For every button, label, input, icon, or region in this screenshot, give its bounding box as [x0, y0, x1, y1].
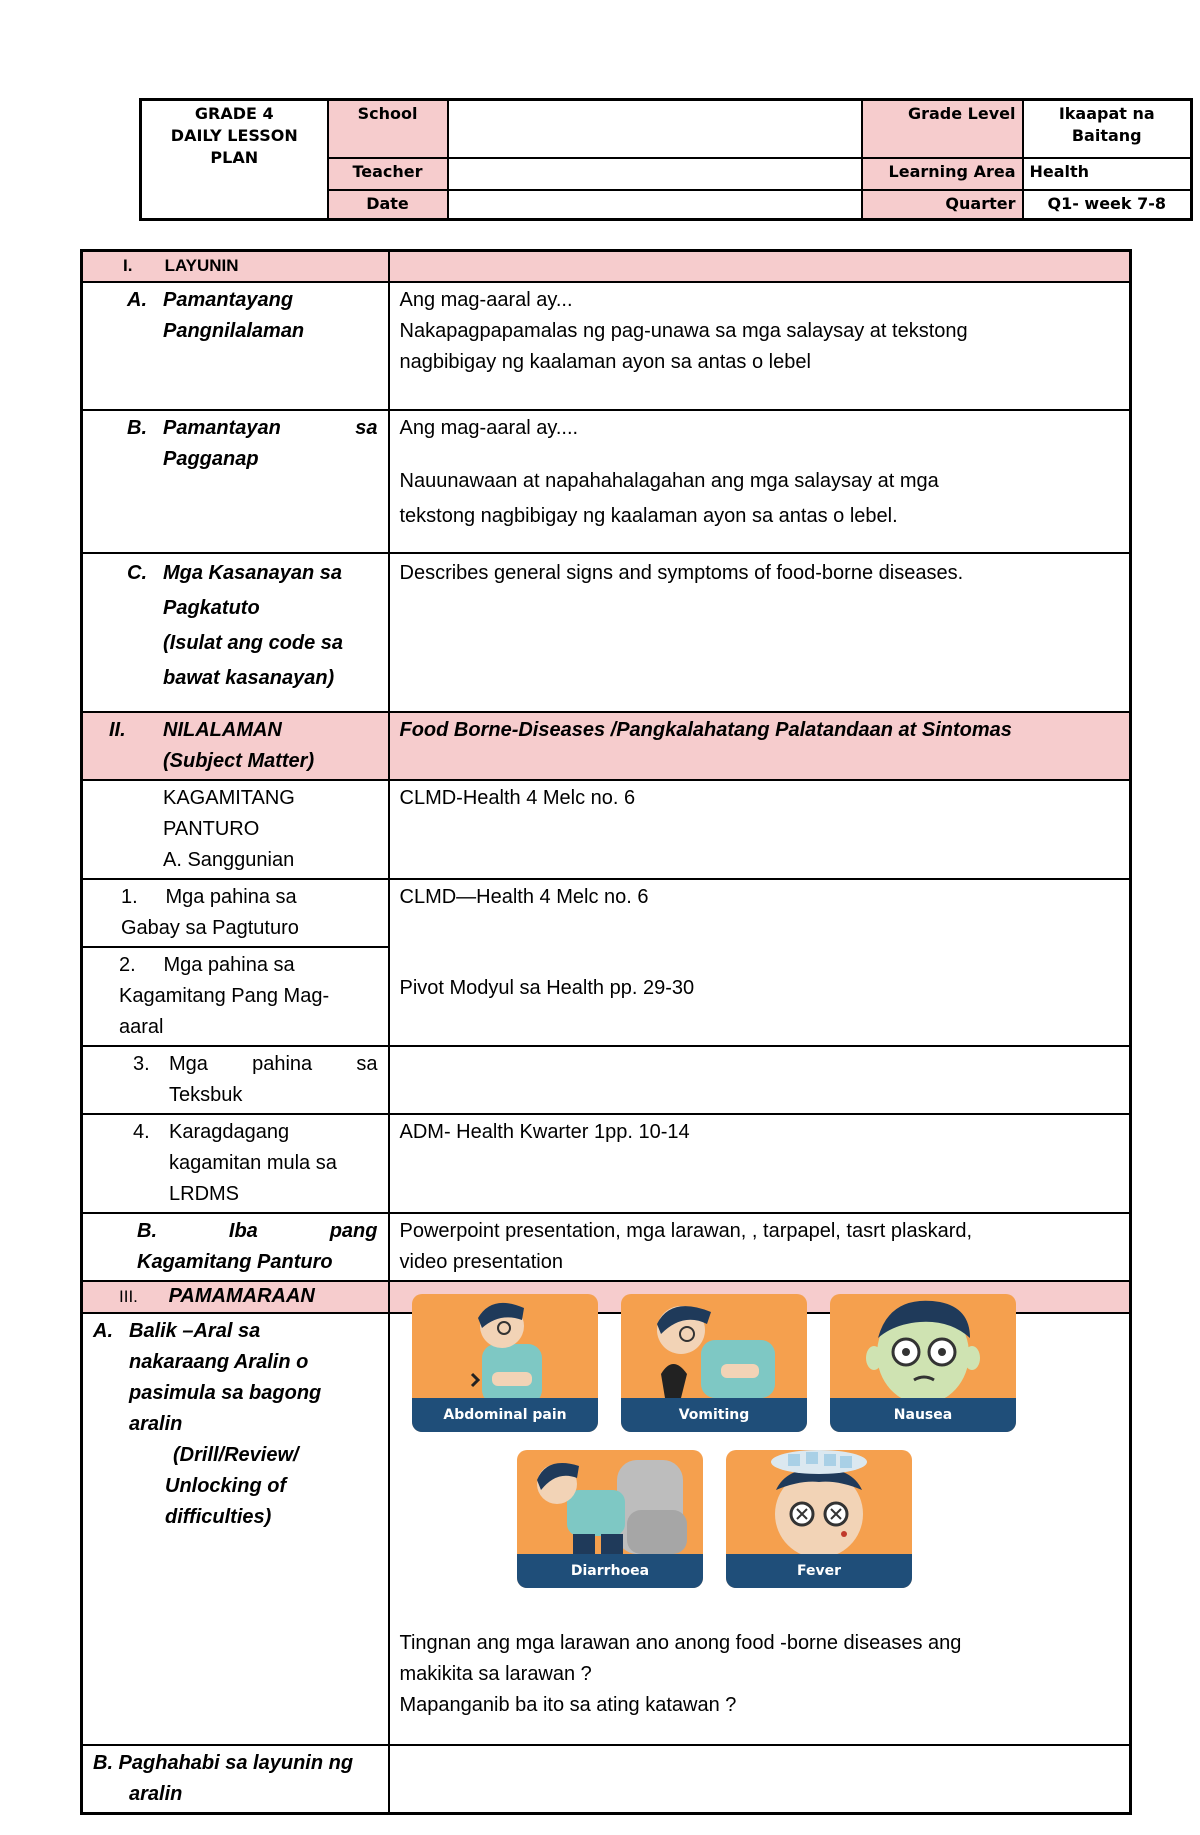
section-title: PAMAMARAAN — [168, 1284, 315, 1307]
label-word: Iba — [228, 1219, 258, 1242]
item-letter: A. — [93, 1319, 113, 1342]
content-line: Nauunawaan at napahahalagahan ang mga salaysay at mga — [399, 469, 939, 492]
label-line: A. Sanggunian — [163, 848, 295, 871]
diarrhoea-caption: Diarrhoea — [517, 1554, 703, 1588]
label-word: sa — [356, 1052, 378, 1075]
iba-pang-kagamitan-content — [389, 1213, 1131, 1281]
layunin-content — [389, 251, 1131, 282]
content-line: tekstong nagbibigay ng kaalaman ayon sa antas o lebel. — [399, 504, 898, 527]
karagdagang-kagamitan-label — [82, 1114, 389, 1213]
label-line: Pagganap — [163, 447, 259, 470]
question-line: makikita sa larawan ? — [399, 1662, 592, 1685]
grade-level-value — [1023, 100, 1192, 158]
label-line: Gabay sa Pagtuturo — [121, 916, 299, 939]
pamantayang-pangnilalaman-content — [389, 282, 1131, 410]
section-title: LAYUNIN — [164, 256, 239, 275]
label-line: Unlocking of — [165, 1474, 287, 1497]
content-line: CLMD—Health 4 Melc no. 6 — [399, 885, 649, 908]
content-line: Ang mag-aaral ay... — [399, 288, 573, 311]
paghahabi-content — [389, 1745, 1131, 1814]
learning-area-label: Learning Area — [862, 158, 1023, 190]
teacher-label: Teacher — [328, 158, 448, 190]
nilalaman-label — [82, 712, 389, 780]
label-line: Kagamitang Pang Mag- — [119, 984, 330, 1007]
section-number: III. — [119, 1286, 138, 1306]
fever-image — [726, 1450, 912, 1588]
iba-pang-kagamitan-label — [82, 1213, 389, 1281]
label-line: aaral — [119, 1015, 164, 1038]
section-number: I. — [123, 256, 133, 275]
label-line: aralin — [129, 1782, 183, 1805]
mga-kasanayan-content: Describes general signs and symptoms of food-borne diseases. — [389, 553, 1131, 712]
section-number: II. — [109, 718, 126, 741]
content-line: Pivot Modyul sa Health pp. 29-30 — [399, 976, 695, 999]
label-line: sa — [355, 416, 378, 439]
label-line: (Subject Matter) — [163, 749, 315, 772]
layunin-heading — [82, 251, 389, 282]
label-line: Pangnilalaman — [163, 319, 305, 342]
diarrhoea-image — [517, 1450, 703, 1588]
abdominal-pain-image — [412, 1294, 598, 1432]
label-line: Pamantayang — [163, 288, 294, 311]
school-label: School — [328, 100, 448, 158]
label-word: pahina — [252, 1052, 313, 1075]
label-line: LRDMS — [169, 1182, 240, 1205]
label-line: kagamitan mula sa — [169, 1151, 337, 1174]
content-line: Powerpoint presentation, mga larawan, , tarpapel, tasrt plaskard, — [399, 1219, 973, 1242]
nausea-image — [830, 1294, 1016, 1432]
gabay-label — [82, 879, 389, 947]
label-line: Karagdagang — [169, 1120, 290, 1143]
item-number: 4. — [133, 1120, 150, 1143]
label-line: 1. Mga pahina sa — [121, 885, 297, 908]
question-line: Mapanganib ba ito sa ating katawan ? — [399, 1693, 737, 1716]
content-line: Ang mag-aaral ay.... — [399, 416, 579, 439]
label-line: PANTURO — [163, 817, 260, 840]
nilalaman-content: Food Borne-Diseases /Pangkalahatang Palatandaan at Sintomas — [389, 712, 1131, 780]
fever-caption: Fever — [726, 1554, 912, 1588]
pamantayan-sa-pagganap-label — [82, 410, 389, 553]
mga-kasanayan-label — [82, 553, 389, 712]
teksbuk-label — [82, 1046, 389, 1114]
label-line: 2. Mga pahina sa — [119, 953, 295, 976]
label-line: (Isulat ang code sa — [163, 631, 344, 654]
plan-title — [141, 100, 328, 220]
paghahabi-label — [82, 1745, 389, 1814]
label-line: difficulties) — [165, 1505, 272, 1528]
grade-level-label: Grade Level — [862, 100, 1023, 158]
grade-level-line: Baitang — [1071, 126, 1142, 145]
date-field[interactable] — [448, 190, 862, 220]
question-line: Tingnan ang mga larawan ano anong food -borne diseases ang — [399, 1631, 962, 1654]
content-line: video presentation — [399, 1250, 563, 1273]
balik-aral-label — [82, 1313, 389, 1745]
quarter-label: Quarter — [862, 190, 1023, 220]
label-word: Mga — [169, 1052, 208, 1075]
label-line: NILALAMAN — [163, 718, 282, 741]
item-number: 3. — [133, 1052, 150, 1075]
date-label: Date — [328, 190, 448, 220]
item-letter: B. — [127, 416, 147, 439]
content-line: nagbibigay ng kaalaman ayon sa antas o lebel — [399, 350, 811, 373]
teacher-field[interactable] — [448, 158, 862, 190]
abdominal-pain-caption: Abdominal pain — [412, 1398, 598, 1432]
label-line: Teksbuk — [169, 1083, 243, 1106]
pamantayang-pangnilalaman-label — [82, 282, 389, 410]
teksbuk-content — [389, 1046, 1131, 1114]
label-line: Pamantayan — [163, 416, 281, 439]
gabay-kagamitan-content — [389, 879, 1131, 1046]
label-line: B. Paghahabi sa layunin ng — [93, 1751, 354, 1774]
plan-title-line: DAILY LESSON — [170, 126, 298, 145]
label-line: nakaraang Aralin o — [129, 1350, 309, 1373]
vomiting-caption: Vomiting — [621, 1398, 807, 1432]
label-line: Mga Kasanayan sa — [163, 561, 342, 584]
kagamitang-pang-mag-aaral-label — [82, 947, 389, 1046]
item-letter: C. — [127, 561, 147, 584]
kagamitang-panturo-content: CLMD-Health 4 Melc no. 6 — [389, 780, 1131, 879]
quarter-value: Q1- week 7-8 — [1023, 190, 1192, 220]
school-field[interactable] — [448, 100, 862, 158]
karagdagang-kagamitan-content: ADM- Health Kwarter 1pp. 10-14 — [389, 1114, 1131, 1213]
label-line: bawat kasanayan) — [163, 666, 335, 689]
label-line: pasimula sa bagong — [129, 1381, 322, 1404]
label-line: Balik –Aral sa — [129, 1319, 261, 1342]
nausea-caption: Nausea — [830, 1398, 1016, 1432]
item-letter: A. — [127, 288, 147, 311]
vomiting-image — [621, 1294, 807, 1432]
content-line: Nakapagpapamalas ng pag-unawa sa mga salaysay at tekstong — [399, 319, 968, 342]
item-letter: B. — [137, 1219, 157, 1242]
learning-area-value: Health — [1023, 158, 1192, 190]
label-line: aralin — [129, 1412, 183, 1435]
pamamaraan-heading — [82, 1281, 389, 1313]
pamantayan-sa-pagganap-content — [389, 410, 1131, 553]
grade-level-line: Ikaapat na — [1058, 104, 1155, 123]
plan-title-line: PLAN — [210, 148, 259, 167]
plan-title-line: GRADE 4 — [194, 104, 274, 123]
label-line: Pagkatuto — [163, 596, 260, 619]
label-line: Kagamitang Panturo — [137, 1250, 333, 1273]
header-table — [139, 98, 1193, 221]
kagamitang-panturo-label — [82, 780, 389, 879]
label-line: KAGAMITANG — [163, 786, 295, 809]
label-word: pang — [329, 1219, 378, 1242]
label-line: (Drill/Review/ — [173, 1443, 299, 1466]
